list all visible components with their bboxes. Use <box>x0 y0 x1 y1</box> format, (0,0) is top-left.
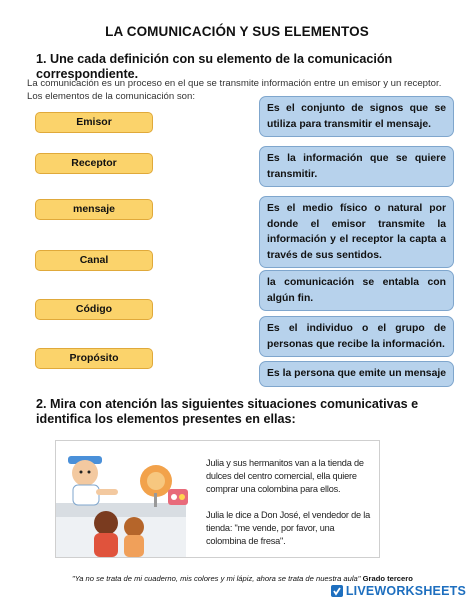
definition-2[interactable]: Es la información que se quiere transmitir. <box>259 146 454 187</box>
definition-1[interactable]: Es el conjunto de signos que se utiliza para transmitir el mensaje. <box>259 96 454 137</box>
story-paragraph-1: Julia y sus hermanitos van a la tienda de dulces del centro comercial, ella quiere comprar una colombina para ellos. <box>206 458 364 494</box>
element-codigo[interactable]: Código <box>35 299 153 320</box>
story-paragraph-2: Julia le dice a Don José, el vendedor de la tienda: "me vende, por favor, una colombina de fresa". <box>206 510 371 546</box>
brand <box>330 584 466 598</box>
footer <box>72 574 432 583</box>
brand-name: LIVEWORKSHEETS <box>345 584 466 598</box>
element-mensaje[interactable]: mensaje <box>35 199 153 220</box>
page-title: LA COMUNICACIÓN Y SUS ELEMENTOS <box>105 24 369 39</box>
definition-3[interactable]: Es el medio físico o natural por donde el emisor transmite la información y el receptor la capta a través de sus sentidos. <box>259 196 454 268</box>
element-emisor[interactable]: Emisor <box>35 112 153 133</box>
footer-grade: Grado tercero <box>362 574 413 583</box>
question-2: 2. Mira con atención las siguientes situaciones comunicativas e identifica los elementos presentes en ellas: <box>36 397 419 426</box>
intro-text: La comunicación es un proceso en el que se transmite información entre un emisor y un receptor. Los elementos de la comunicación son: <box>27 78 442 102</box>
element-proposito[interactable]: Propósito <box>35 348 153 369</box>
footer-quote: "Ya no se trata de mi cuaderno, mis colores y mi lápiz, ahora se trata de nuestra aula" <box>72 574 361 583</box>
situation-illustration <box>55 440 380 558</box>
shopkeeper-illustration <box>56 441 206 558</box>
definition-5[interactable]: Es el individuo o el grupo de personas que recibe la información. <box>259 316 454 357</box>
element-receptor[interactable]: Receptor <box>35 153 153 174</box>
liveworksheets-logo-icon <box>330 584 344 598</box>
question-1: 1. Une cada definición con su elemento de la comunicación correspondiente. <box>36 52 393 81</box>
definition-4[interactable]: la comunicación se entabla con algún fin. <box>259 270 454 311</box>
definition-6[interactable]: Es la persona que emite un mensaje <box>259 361 454 387</box>
element-canal[interactable]: Canal <box>35 250 153 271</box>
